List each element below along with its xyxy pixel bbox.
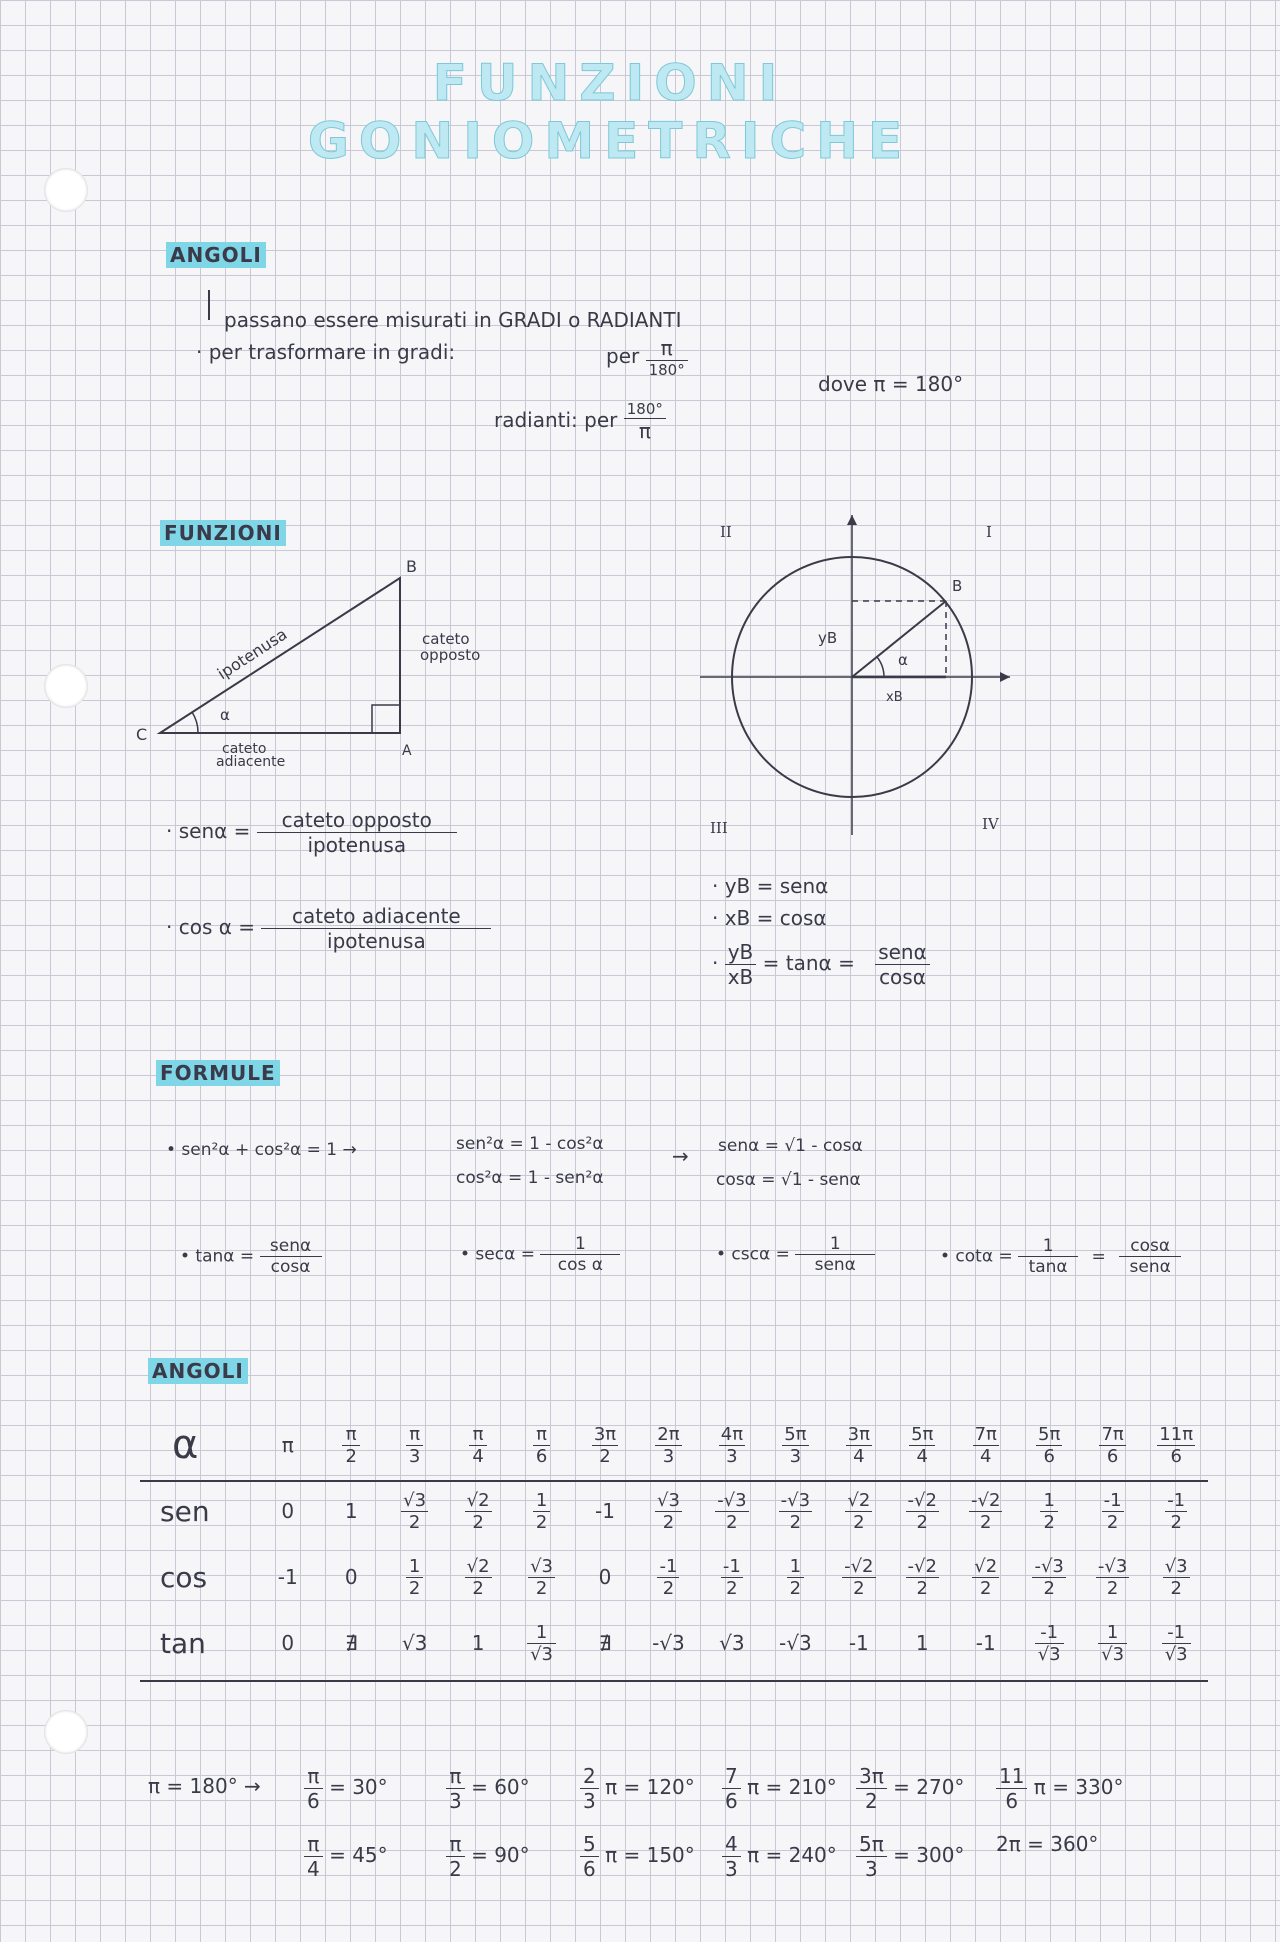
conversion-item: $\frac{\pi}{6}$ = 30° [304, 1764, 388, 1813]
table-cell-tan: -1 [975, 1631, 996, 1655]
radianti-conversion [494, 400, 666, 443]
cos-definition [166, 904, 491, 953]
table-cell-cos: $\frac{-√3}{2}$ [1034, 1555, 1064, 1599]
row-label-angles: α [172, 1422, 199, 1468]
quadrant-iii-label: III [710, 819, 728, 837]
table-cell-cos: $\frac{-1}{2}$ [722, 1555, 741, 1599]
punch-hole [44, 168, 88, 212]
circle-def-1: · yB = senα [712, 874, 829, 898]
dove-note: dove π = 180° [818, 372, 964, 396]
cot-fraction-2: $\frac{\cos\alpha}{\text{senα}}$ [1119, 1236, 1181, 1277]
vertex-c-label: C [136, 725, 148, 744]
table-cell-angles: $\frac{3\pi}{2}$ [593, 1423, 617, 1467]
xb-cos: xB = cosα [724, 906, 827, 930]
table-cell-angles: $\frac{\pi}{2}$ [319, 1412, 382, 1478]
table-row-tan [140, 1610, 1208, 1676]
table-cell-tan: $\frac{1}{√3}$ [1081, 1610, 1144, 1676]
table-cell-angles: $\frac{7\pi}{4}$ [974, 1423, 997, 1467]
quadrant-iv-label: IV [982, 815, 999, 833]
conversion-lead: π = 180° → [148, 1774, 261, 1798]
table-row-sen [140, 1478, 1208, 1544]
cot-eq: = [1091, 1246, 1106, 1267]
circle-def-2: · xB = cosα [712, 906, 827, 930]
sec-formula [460, 1234, 620, 1275]
sen-definition [166, 808, 457, 857]
table-cell-sen: $\frac{1}{2}$ [1017, 1478, 1080, 1544]
row-label-sen: sen [160, 1494, 210, 1528]
180-over-pi: $\frac{180^\circ}{\pi}$ [624, 400, 666, 443]
yb-label: yB [818, 629, 838, 647]
table-cell-cos: $\frac{-√3}{2}$ [1097, 1555, 1128, 1599]
conversion-item: $\frac{11}{6}$ π = 330° [996, 1764, 1124, 1813]
ipotenusa-label: ipotenusa [213, 624, 291, 684]
unit-circle-diagram [690, 505, 1030, 845]
table-cell-tan: ∄ [598, 1631, 612, 1655]
sec-fraction: $\frac{1}{\text{cos α}}$ [540, 1234, 620, 1275]
table-cell-tan: $\frac{-1}{√3}$ [1144, 1610, 1208, 1676]
table-cell-cos: -1 [277, 1565, 298, 1589]
cos-root: cosα = √1 - senα [716, 1170, 861, 1190]
table-cell-cos: $\frac{√3}{2}$ [530, 1555, 553, 1599]
table-cell-angles: $\frac{7\pi}{6}$ [1101, 1423, 1124, 1467]
tan-formula [180, 1236, 322, 1277]
table-cell-tan: -√3 [652, 1631, 685, 1655]
right-triangle-diagram [120, 540, 540, 770]
conversion-item: $\frac{5\pi}{3}$ = 300° [856, 1832, 964, 1881]
table-cell-cos: $\frac{-√2}{2}$ [844, 1555, 874, 1599]
table-cell-sen: $\frac{√3}{2}$ [656, 1489, 680, 1533]
table-cell-cos: $\frac{1}{2}$ [383, 1544, 446, 1610]
cos-lhs: · cos α = [166, 915, 256, 939]
section-heading-angoli: ANGOLI [166, 242, 266, 268]
punch-hole [44, 1710, 88, 1754]
table-cell-tan: $\frac{1}{√3}$ [510, 1610, 573, 1676]
table-cell-angles: $\frac{3\pi}{4}$ [847, 1423, 870, 1467]
section-heading-formule: FORMULE [156, 1060, 280, 1086]
table-cell-tan: $\frac{-1}{√3}$ [1017, 1610, 1080, 1676]
table-cell-sen: 0 [281, 1499, 295, 1523]
yb-over-xb: $\frac{yB}{xB}$ [725, 940, 757, 989]
vertex-b-label: B [406, 557, 417, 576]
angoli-note-line1: passano essere misurati in GRADI o RADIANTI [224, 308, 682, 332]
sen-lhs: · senα = [166, 819, 251, 843]
table-row-cos [140, 1544, 1208, 1610]
table-cell-angles: $\frac{\pi}{3}$ [383, 1412, 446, 1478]
table-cell-tan: -√3 [779, 1631, 812, 1655]
xb-label: xB [886, 690, 903, 705]
table-cell-tan: √3 [719, 1631, 745, 1655]
gradi-conversion [606, 336, 688, 379]
table-cell-sen: $\frac{√3}{2}$ [403, 1489, 427, 1533]
row-label-tan: tan [160, 1626, 206, 1660]
section-heading-funzioni: FUNZIONI [160, 520, 286, 546]
per-label: per [584, 408, 618, 432]
table-cell-angles: π [281, 1433, 294, 1457]
table-cell-cos: $\frac{√2}{2}$ [974, 1555, 998, 1599]
row-label-cos: cos [160, 1560, 208, 1594]
yb-sen: yB = senα [724, 874, 829, 898]
quadrant-ii-label: II [720, 523, 732, 541]
table-cell-sen: $\frac{-√3}{2}$ [780, 1489, 811, 1533]
table-cell-angles: $\frac{\pi}{4}$ [446, 1412, 509, 1478]
sen-root: senα = √1 - cosα [718, 1136, 863, 1156]
bracket-line [208, 290, 210, 320]
table-cell-sen: -1 [595, 1499, 615, 1523]
cot-formula [940, 1236, 1181, 1277]
table-cell-tan: -1 [848, 1631, 869, 1655]
table-cell-angles: $\frac{4\pi}{3}$ [720, 1423, 744, 1467]
sen-over-cos: $\frac{\text{senα}}{\cos\alpha}$ [875, 940, 930, 989]
table-cell-tan: ∄ [344, 1631, 358, 1655]
table-cell-cos: 0 [598, 1565, 612, 1589]
punch-hole [44, 664, 88, 708]
csc-formula [716, 1234, 875, 1275]
circle-alpha-label: α [898, 651, 908, 669]
tan-lhs: • tanα = [180, 1246, 255, 1267]
cos-fraction: $\frac{\text{cateto adiacente}}{\text{ipotenusa}}$ [261, 904, 491, 953]
table-divider-bottom [140, 1680, 1208, 1682]
table-cell-tan: 1 [915, 1631, 929, 1655]
conversion-item: $\frac{\pi}{2}$ = 90° [446, 1832, 530, 1881]
identity-sen2: sen²α = 1 - cos²α [456, 1134, 604, 1154]
per-label: per [606, 344, 640, 368]
cateto-opposto-label-2: opposto [420, 646, 481, 664]
pythagorean-identity: • sen²α + cos²α = 1 → [166, 1140, 357, 1160]
pi-over-180: $\frac{\pi}{180^\circ}$ [646, 336, 688, 379]
table-cell-sen: $\frac{-√2}{2}$ [907, 1489, 937, 1533]
table-cell-sen: $\frac{√2}{2}$ [847, 1489, 871, 1533]
table-cell-angles: $\frac{5\pi}{3}$ [784, 1423, 807, 1467]
tan-fraction: $\frac{\text{senα}}{\cos\alpha}$ [260, 1236, 322, 1277]
conversion-item: $\frac{7}{6}$ π = 210° [722, 1764, 837, 1813]
table-cell-angles: $\frac{2\pi}{3}$ [657, 1423, 680, 1467]
table-cell-angles: $\frac{11\pi}{6}$ [1159, 1423, 1194, 1467]
table-cell-tan: 1 [471, 1631, 485, 1655]
angles-table [140, 1412, 1208, 1676]
table-cell-sen: $\frac{1}{2}$ [510, 1478, 573, 1544]
conversion-item: 2π = 360° [996, 1832, 1099, 1856]
conversion-item: $\frac{5}{6}$ π = 150° [580, 1832, 695, 1881]
table-cell-sen: $\frac{-√2}{2}$ [971, 1489, 1001, 1533]
quadrant-i-label: I [986, 523, 992, 541]
table-cell-cos: 0 [344, 1565, 358, 1589]
radianti-label: radianti: [494, 408, 578, 432]
angoli-note-line2: · per trasformare in gradi: [196, 340, 456, 364]
sen-fraction: $\frac{\text{cateto opposto}}{\text{ipotenusa}}$ [257, 808, 457, 857]
angles-table-wrapper [140, 1412, 1208, 1676]
page-title: FUNZIONI GONIOMETRICHE [307, 54, 913, 170]
table-cell-tan: 0 [281, 1631, 295, 1655]
sec-lhs: • secα = [460, 1244, 535, 1265]
vertex-a-label: A [402, 743, 412, 759]
table-row-angles [140, 1412, 1208, 1478]
csc-lhs: • cscα = [716, 1244, 790, 1265]
cateto-opposto-label-1: cateto [422, 630, 470, 648]
conversion-item: $\frac{\pi}{3}$ = 60° [446, 1764, 530, 1813]
table-cell-sen: $\frac{√2}{2}$ [466, 1489, 490, 1533]
conversion-item: $\frac{3\pi}{2}$ = 270° [856, 1764, 964, 1813]
table-cell-angles: $\frac{5\pi}{6}$ [1038, 1423, 1061, 1467]
point-b-label: B [952, 577, 963, 595]
tan-eq: = tanα = [762, 951, 855, 975]
alpha-label: α [220, 706, 230, 724]
table-cell-sen: $\frac{-1}{2}$ [1167, 1489, 1186, 1533]
table-cell-sen: 1 [344, 1499, 358, 1523]
cot-fraction-1: $\frac{1}{\tan\alpha}$ [1018, 1236, 1078, 1277]
arrow: → [672, 1144, 689, 1168]
table-cell-angles: $\frac{5\pi}{4}$ [911, 1423, 934, 1467]
conversion-item: $\frac{\pi}{4}$ = 45° [304, 1832, 388, 1881]
table-cell-tan: √3 [401, 1631, 428, 1655]
table-cell-cos: $\frac{√2}{2}$ [466, 1555, 490, 1599]
identity-cos2: cos²α = 1 - sen²α [456, 1168, 604, 1188]
section-heading-angoli-table: ANGOLI [148, 1358, 248, 1384]
table-cell-cos: $\frac{1}{2}$ [764, 1544, 827, 1610]
table-cell-sen: $\frac{-√3}{2}$ [717, 1489, 747, 1533]
conversion-item: $\frac{4}{3}$ π = 240° [722, 1832, 837, 1881]
table-cell-sen: $\frac{-1}{2}$ [1103, 1489, 1122, 1533]
cot-lhs: • cotα = [940, 1246, 1013, 1267]
table-divider-top [140, 1480, 1208, 1482]
table-cell-cos: $\frac{-√2}{2}$ [907, 1555, 937, 1599]
table-cell-cos: $\frac{√3}{2}$ [1164, 1555, 1188, 1599]
table-cell-angles: $\frac{\pi}{6}$ [510, 1412, 573, 1478]
table-cell-cos: $\frac{-1}{2}$ [659, 1555, 678, 1599]
cateto-adiacente-label-1: cateto [222, 741, 267, 757]
circle-def-3: · $\frac{yB}{xB}$ = tanα = $\frac{\text{senα}}{\cos\alpha}$ [712, 940, 930, 989]
conversion-item: $\frac{2}{3}$ π = 120° [580, 1764, 695, 1813]
cateto-adiacente-label-2: adiacente [216, 754, 286, 770]
csc-fraction: $\frac{1}{\text{senα}}$ [795, 1234, 875, 1275]
